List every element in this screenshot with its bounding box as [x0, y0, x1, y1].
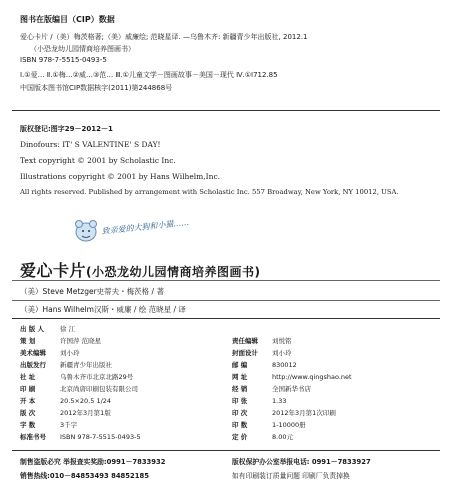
cip-entry: 爱心卡片 /（美）梅茨格著;（美）威廉绘; 范晓星译. —乌鲁木齐: 新疆青少年出版社, 2012.1 [20, 33, 308, 41]
detail-row: 邮 编 830012 [232, 361, 297, 369]
detail-row: 网 址 http://www.qingshao.net [232, 373, 352, 381]
detail-row: 经 销 全国新华书店 [232, 385, 311, 393]
book-series: (小恐龙幼儿园情商培养图画书) [86, 265, 261, 279]
detail-row: 开 本 20.5×20.5 1/24 [20, 397, 112, 405]
detail-row: 定 价 8.00元 [232, 433, 293, 441]
cip-classification: Ⅰ.①爱… Ⅱ.①梅…②威…③范… Ⅲ.①儿童文学－图画故事－美国－现代 Ⅳ.①I712.85 [20, 71, 278, 79]
illustration-copyright: Illustrations copyright © 2001 by Hans Wilhelm,Inc. [20, 172, 221, 181]
divider [12, 110, 440, 111]
bear-doodle-icon [76, 221, 97, 242]
copyright-office-phone: 版权保护办公室举报电话: 0991－7833927 [232, 458, 371, 466]
anti-piracy-notice: 制售盗版必究 举报查实奖励:0991－7833932 [20, 458, 166, 466]
copyright-contract: 版权登记:图字29－2012－1 [20, 125, 113, 133]
rights-statement: All rights reserved. Published by arrangement with Scholastic Inc. 557 Broadway, New York, NY 10012, USA. [20, 188, 399, 196]
dedication-text: 致亲爱的大狗和小猫…… [101, 217, 190, 236]
divider [12, 450, 440, 451]
detail-row: 版 次 2012年3月第1版 [20, 409, 111, 417]
divider [12, 300, 440, 301]
cip-record: 中国版本图书馆CIP数据核字(2011)第244868号 [20, 84, 173, 92]
original-title: Dinofours: IT' S VALENTINE' S DAY! [20, 140, 161, 149]
text-copyright: Text copyright © 2001 by Scholastic Inc. [20, 156, 176, 165]
detail-row: 字 数 3千字 [20, 421, 78, 429]
detail-row: 标准书号 ISBN 978-7-5515-0493-5 [20, 433, 141, 441]
quality-notice: 如有印刷装订质量问题 印刷厂负责掉换 [232, 472, 350, 480]
detail-row: 印 刷 北京尚唐印刷包装有限公司 [20, 385, 138, 393]
detail-row: 责任编辑 刘悦铭 [232, 337, 292, 345]
cip-series: （小恐龙幼儿园情商培养图画书） [30, 45, 135, 53]
detail-row: 出 版 人 徐 江 [20, 325, 76, 333]
illustrator-line: （美）Hans Wilhelm汉斯・威廉 / 绘 范晓星 / 译 [20, 305, 186, 314]
detail-row: 印 次 2012年3月第1次印刷 [232, 409, 336, 417]
divider [12, 280, 440, 281]
detail-row: 印 数 1-10000册 [232, 421, 306, 429]
detail-row: 策 划 许国萍 范晓星 [20, 337, 102, 345]
publication-details-left [20, 324, 230, 448]
divider [12, 318, 440, 319]
cip-isbn: ISBN 978-7-5515-0493-5 [20, 56, 107, 64]
detail-row: 封面设计 刘小玲 [232, 349, 292, 357]
dedication-artwork [70, 212, 210, 248]
detail-row: 社 址 乌鲁木齐市北京北路29号 [20, 373, 134, 381]
detail-row: 美术编辑 刘小玲 [20, 349, 80, 357]
detail-row: 出版发行 新疆青少年出版社 [20, 361, 112, 369]
book-title [20, 258, 261, 281]
author-line: （美）Steve Metzger史蒂夫・梅茨格 / 著 [20, 287, 164, 296]
sales-hotline: 销售热线:010－84853493 84852185 [20, 472, 149, 480]
publication-details-right [232, 336, 432, 448]
detail-row: 印 张 1.33 [232, 397, 287, 405]
book-title-main: 爱心卡片 [20, 261, 87, 280]
cip-header: 图书在版编目（CIP）数据 [20, 15, 115, 24]
